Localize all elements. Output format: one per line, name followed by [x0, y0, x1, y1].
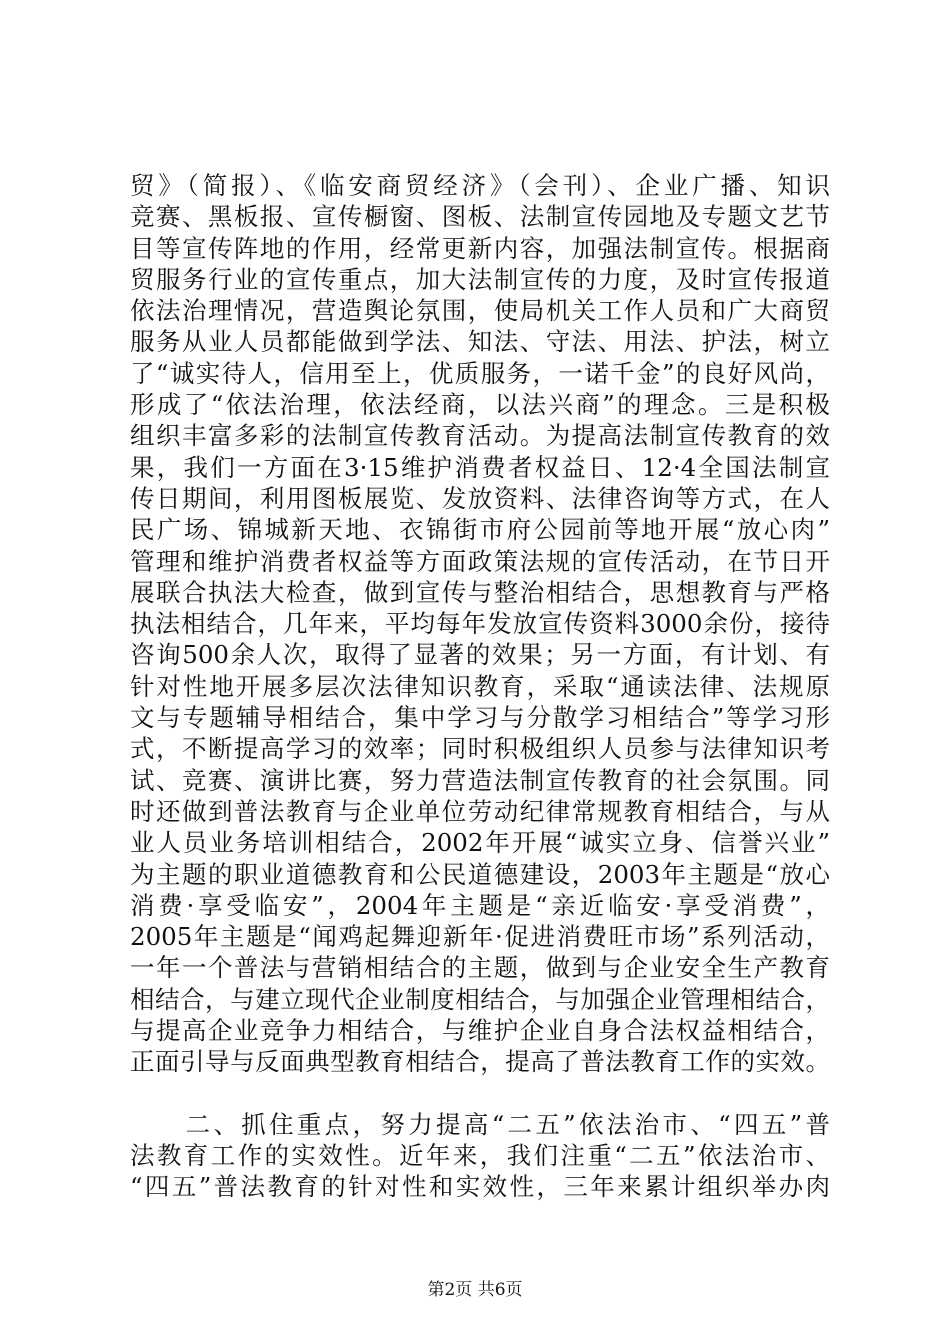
text-line: 为主题的职业道德教育和公民道德建设，2003年主题是“放心 [130, 859, 830, 889]
paragraph-2 [130, 1109, 830, 1203]
text-line: 业人员业务培训相结合，2002年开展“诚实立身、信誉兴业” [130, 828, 830, 858]
text-line: 咨询500余人次，取得了显著的效果；另一方面，有计划、有 [130, 640, 830, 670]
text-line: 竞赛、黑板报、宣传橱窗、图板、法制宣传园地及专题文艺节 [130, 202, 830, 232]
document-body [130, 170, 830, 1203]
text-line: 消费·享受临安”，2004年主题是“亲近临安·享受消费”， [130, 890, 830, 920]
text-line: 贸》（简报）、《临安商贸经济》（会刊）、企业广播、知识 [130, 171, 830, 200]
text-line: 试、竞赛、演讲比赛，努力营造法制宣传教育的社会氛围。同 [130, 765, 830, 795]
text-line: 目等宣传阵地的作用，经常更新内容，加强法制宣传。根据商 [130, 233, 830, 263]
text-line: 执法相结合，几年来，平均每年发放宣传资料3000余份，接待 [130, 609, 830, 639]
text-line: 管理和维护消费者权益等方面政策法规的宣传活动，在节日开 [130, 546, 830, 576]
text-line: 形成了“依法治理，依法经商，以法兴商”的理念。三是积极 [130, 390, 830, 420]
text-line: 了“诚实待人，信用至上，优质服务，一诺千金”的良好风尚， [130, 358, 830, 388]
text-line: 果，我们一方面在3·15维护消费者权益日、12·4全国法制宣 [130, 452, 830, 482]
text-line: 依法治理情况，营造舆论氛围，使局机关工作人员和广大商贸 [130, 296, 830, 326]
text-line: “四五”普法教育的针对性和实效性，三年来累计组织举办肉 [130, 1172, 830, 1202]
text-line: 二、抓住重点，努力提高“二五”依法治市、“四五”普 [130, 1109, 830, 1139]
text-line: 2005年主题是“闻鸡起舞迎新年·促进消费旺市场”系列活动， [130, 922, 830, 952]
text-line: 正面引导与反面典型教育相结合，提高了普法教育工作的实效。 [130, 1047, 830, 1077]
text-line: 与提高企业竞争力相结合，与维护企业自身合法权益相结合， [130, 1016, 830, 1046]
text-line: 针对性地开展多层次法律知识教育，采取“通读法律、法规原 [130, 671, 830, 701]
text-line: 服务从业人员都能做到学法、知法、守法、用法、护法，树立 [130, 327, 830, 357]
paragraph-1 [130, 170, 830, 1078]
text-line: 民广场、锦城新天地、衣锦街市府公园前等地开展“放心肉” [130, 515, 830, 545]
text-line: 文与专题辅导相结合，集中学习与分散学习相结合”等学习形 [130, 703, 830, 733]
paragraph-gap [130, 1078, 830, 1109]
text-line: 相结合，与建立现代企业制度相结合，与加强企业管理相结合， [130, 984, 830, 1014]
text-line: 时还做到普法教育与企业单位劳动纪律常规教育相结合，与从 [130, 796, 830, 826]
text-line: 传日期间，利用图板展览、发放资料、法律咨询等方式，在人 [130, 483, 830, 513]
page-number-footer: 第2页 共6页 [427, 1280, 523, 1300]
text-line: 展联合执法大检查，做到宣传与整治相结合，思想教育与严格 [130, 577, 830, 607]
text-line: 式，不断提高学习的效率；同时积极组织人员参与法律知识考 [130, 734, 830, 764]
text-line: 贸服务行业的宣传重点，加大法制宣传的力度，及时宣传报道 [130, 264, 830, 294]
text-line: 一年一个普法与营销相结合的主题，做到与企业安全生产教育 [130, 953, 830, 983]
text-line: 组织丰富多彩的法制宣传教育活动。为提高法制宣传教育的效 [130, 421, 830, 451]
text-line: 法教育工作的实效性。近年来，我们注重“二五”依法治市、 [130, 1140, 830, 1170]
